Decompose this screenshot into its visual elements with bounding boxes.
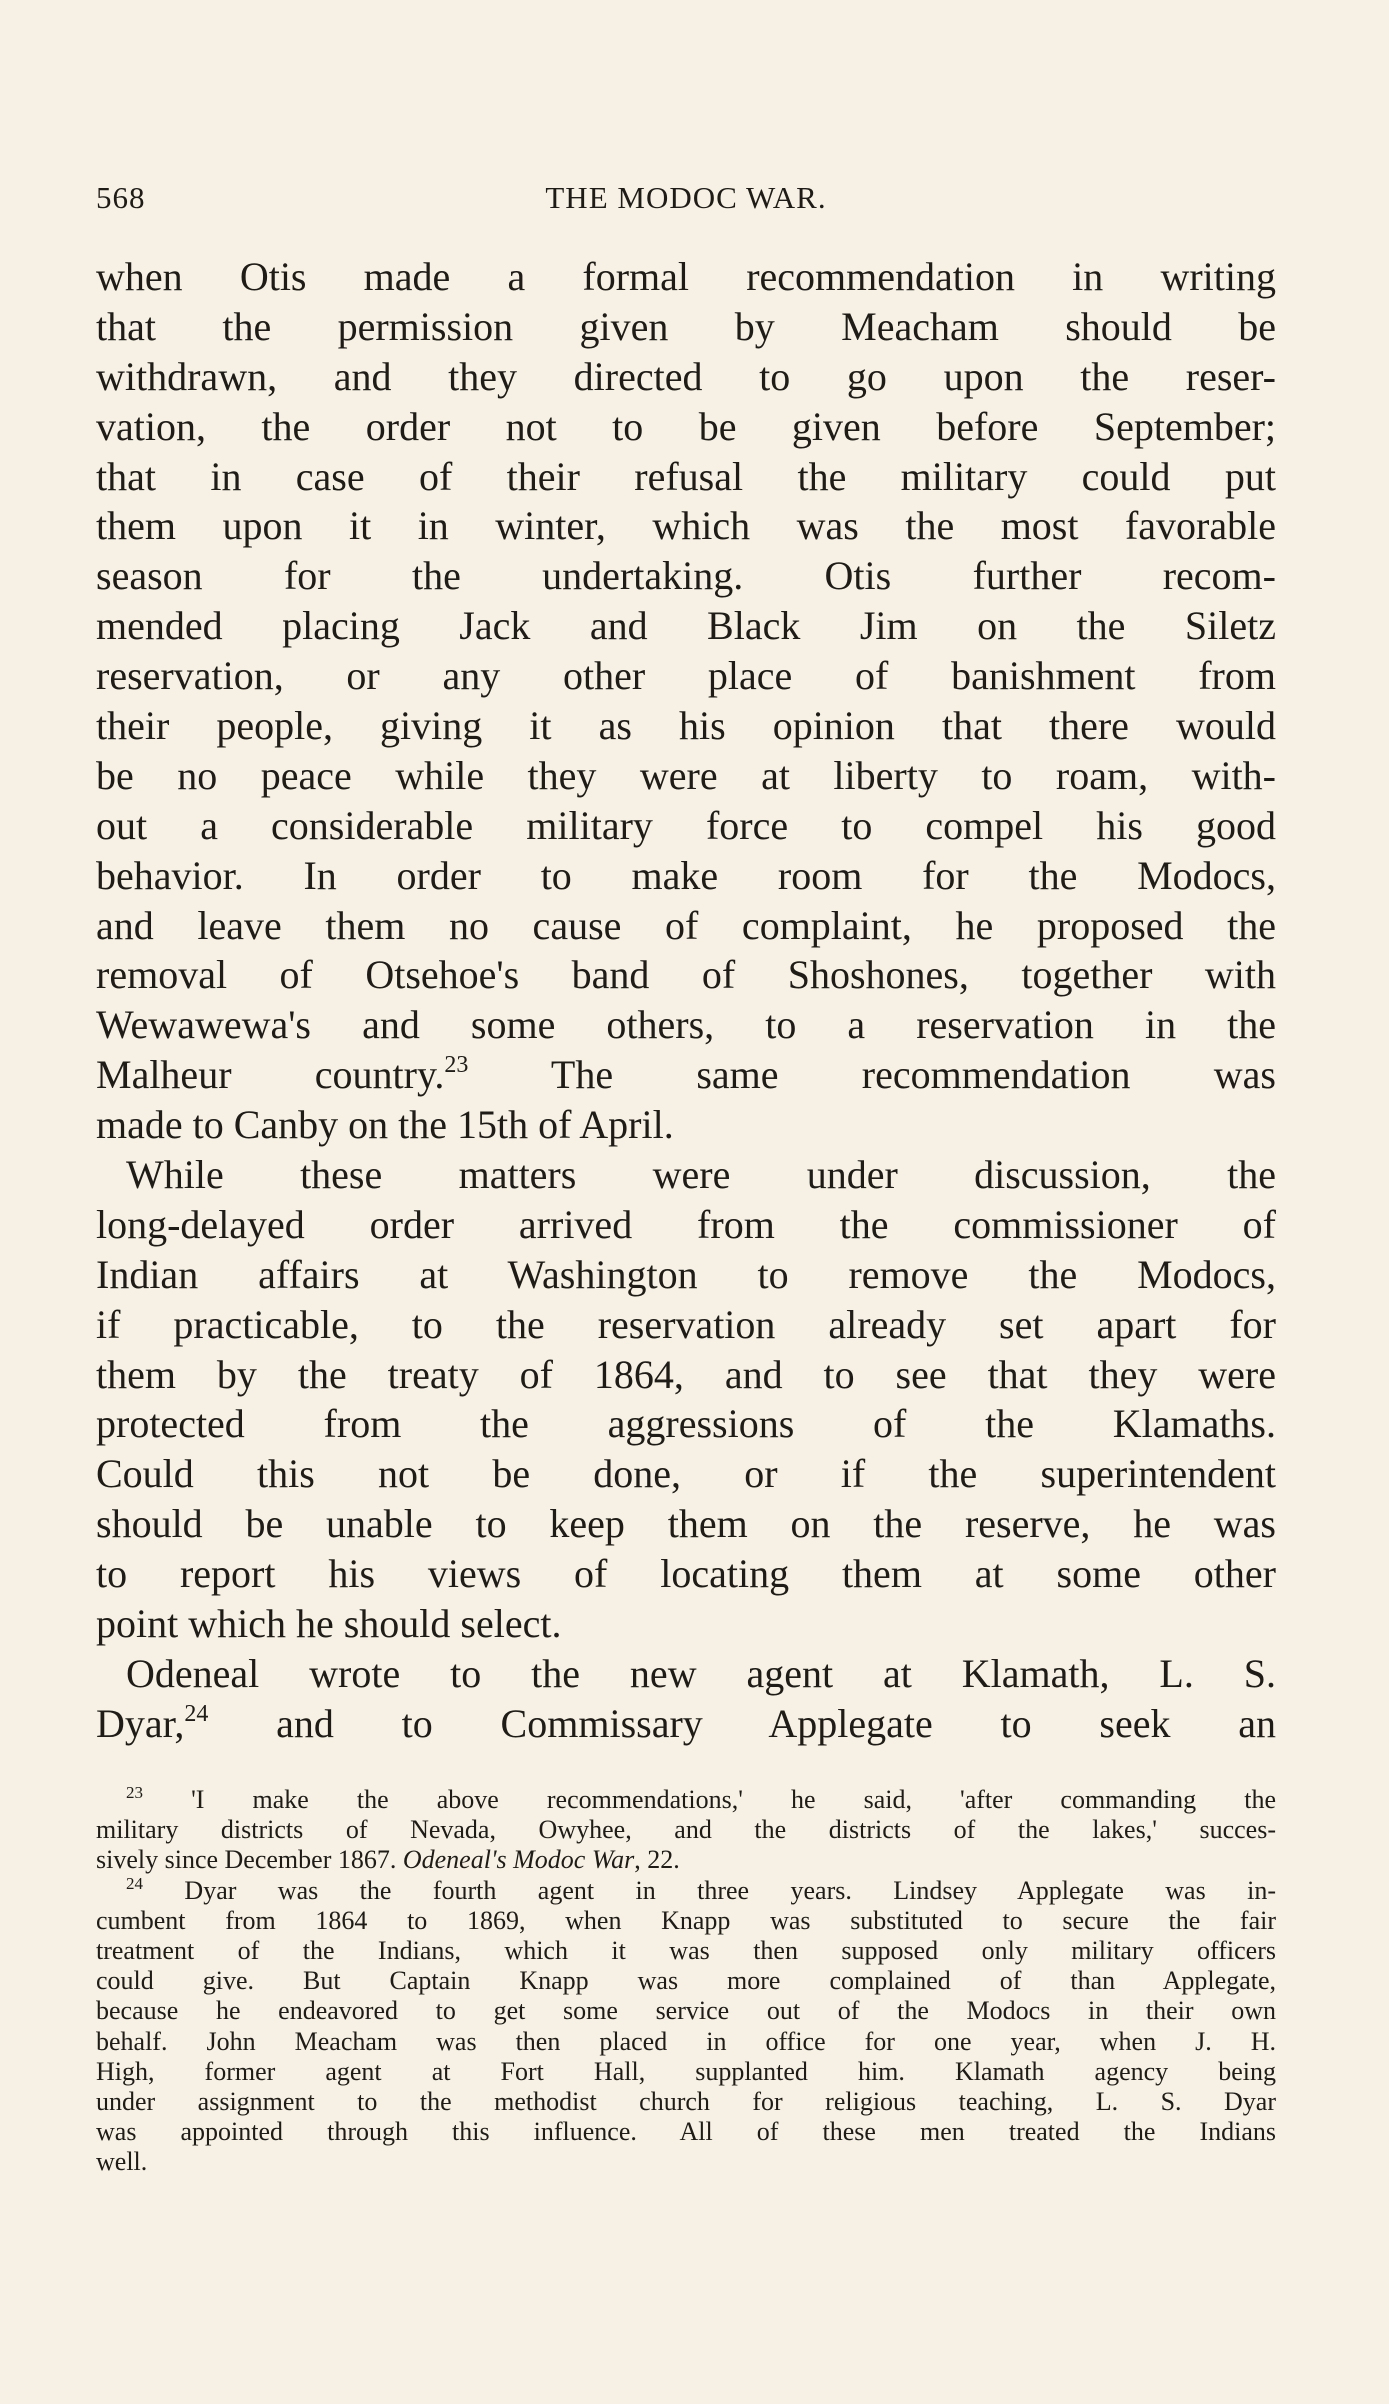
footnote-24-line: well. [96,2147,148,2177]
footnote-24-line: was appointed through this influence. All of these men treated the Indians [96,2117,1276,2147]
text-line: long-delayed order arrived from the commissioner of [96,1201,1276,1247]
text-segment: Dyar, [96,1700,185,1746]
text-line: removal of Otsehoe's band of Shoshones, together with [96,952,1276,998]
footnote-23-line [96,1845,1276,1875]
footnote-text: 'I make the above recommendations,' he said, 'after commanding the [191,1785,1277,1814]
footnotes [96,1785,1276,2177]
footnote-marker-24: 24 [126,1873,143,1893]
text-line: Could this not be done, or if the superintendent [96,1451,1276,1497]
footnote-24-line: under assignment to the methodist church for religious teaching, L. S. Dyar [96,2086,1276,2116]
footnote-ref-23: 23 [444,1052,469,1079]
footnote-24-line: because he endeavored to get some service out of the Modocs in their own [96,1996,1276,2026]
footnote-marker-23: 23 [126,1783,143,1802]
footnote-23-line [96,1785,1276,1815]
text-line: their people, giving it as his opinion that there would [96,703,1276,749]
text-segment: Malheur country. [96,1052,445,1098]
body-text [96,252,1276,1749]
text-line: if practicable, to the reservation already set apart for [96,1301,1276,1347]
paragraph-start-line: Odeneal wrote to the new agent at Klamath, L. S. [126,1650,1276,1696]
text-line: reservation, or any other place of banishment from [96,653,1276,699]
text-line: and leave them no cause of complaint, he proposed the [96,902,1276,948]
text-line: season for the undertaking. Otis further recom- [96,553,1276,599]
text-line-with-footnote-ref [96,1699,1276,1749]
footnote-ref-24: 24 [184,1700,209,1727]
text-line: to report his views of locating them at some other [96,1551,1276,1597]
footnote-citation: Odeneal's Modoc War [402,1845,635,1875]
text-line: point which he should select. [96,1601,562,1647]
footnote-24-line: treatment of the Indians, which it was then supposed only military officers [96,1935,1276,1965]
footnote-text: Dyar was the fourth agent in three years. Lindsey Applegate was in- [184,1875,1276,1905]
text-line: protected from the aggressions of the Klamaths. [96,1401,1276,1447]
text-line: should be unable to keep them on the reserve, he was [96,1501,1276,1547]
text-line: made to Canby on the 15th of April. [96,1102,674,1148]
text-segment: and to Commissary Applegate to seek an [276,1700,1277,1746]
running-title: THE MODOC WAR. [545,180,827,215]
text-segment: The same recommendation was [550,1052,1277,1098]
footnote-24-line: could give. But Captain Knapp was more complained of than Applegate, [96,1966,1276,1996]
text-line: be no peace while they were at liberty to roam, with- [96,752,1276,798]
text-line: them upon it in winter, which was the most favorable [96,503,1276,549]
text-line: vation, the order not to be given before September; [96,403,1276,449]
text-line: them by the treaty of 1864, and to see that they were [96,1351,1276,1397]
text-line: mended placing Jack and Black Jim on the Siletz [96,603,1276,649]
text-line: that the permission given by Meacham should be [96,303,1276,349]
text-line-with-footnote-ref [96,1050,1276,1100]
text-line: withdrawn, and they directed to go upon the reser- [96,353,1276,399]
footnote-24-line: behalf. John Meacham was then placed in office for one year, when J. H. [96,2026,1276,2056]
text-line: that in case of their refusal the military could put [96,453,1276,499]
footnote-24-line [96,1873,1276,1906]
page-number: 568 [96,180,146,215]
running-head [96,180,1276,220]
footnote-23-line: military districts of Nevada, Owyhee, and the districts of the lakes,' succes- [96,1815,1276,1845]
text-line: when Otis made a formal recommendation in writing [96,254,1276,299]
footnote-24-line: High, former agent at Fort Hall, supplanted him. Klamath agency being [96,2056,1276,2086]
text-line: Wewawewa's and some others, to a reservation in the [96,1002,1276,1048]
text-line: behavior. In order to make room for the Modocs, [96,852,1276,898]
text-line: out a considerable military force to compel his good [96,802,1276,848]
footnote-text: , 22. [634,1845,680,1875]
footnote-text: sively since December 1867. [96,1845,397,1875]
text-line: Indian affairs at Washington to remove the Modocs, [96,1251,1276,1297]
paragraph-start-line: While these matters were under discussion, the [126,1152,1276,1198]
footnote-24-line: cumbent from 1864 to 1869, when Knapp was substituted to secure the fair [96,1905,1276,1935]
